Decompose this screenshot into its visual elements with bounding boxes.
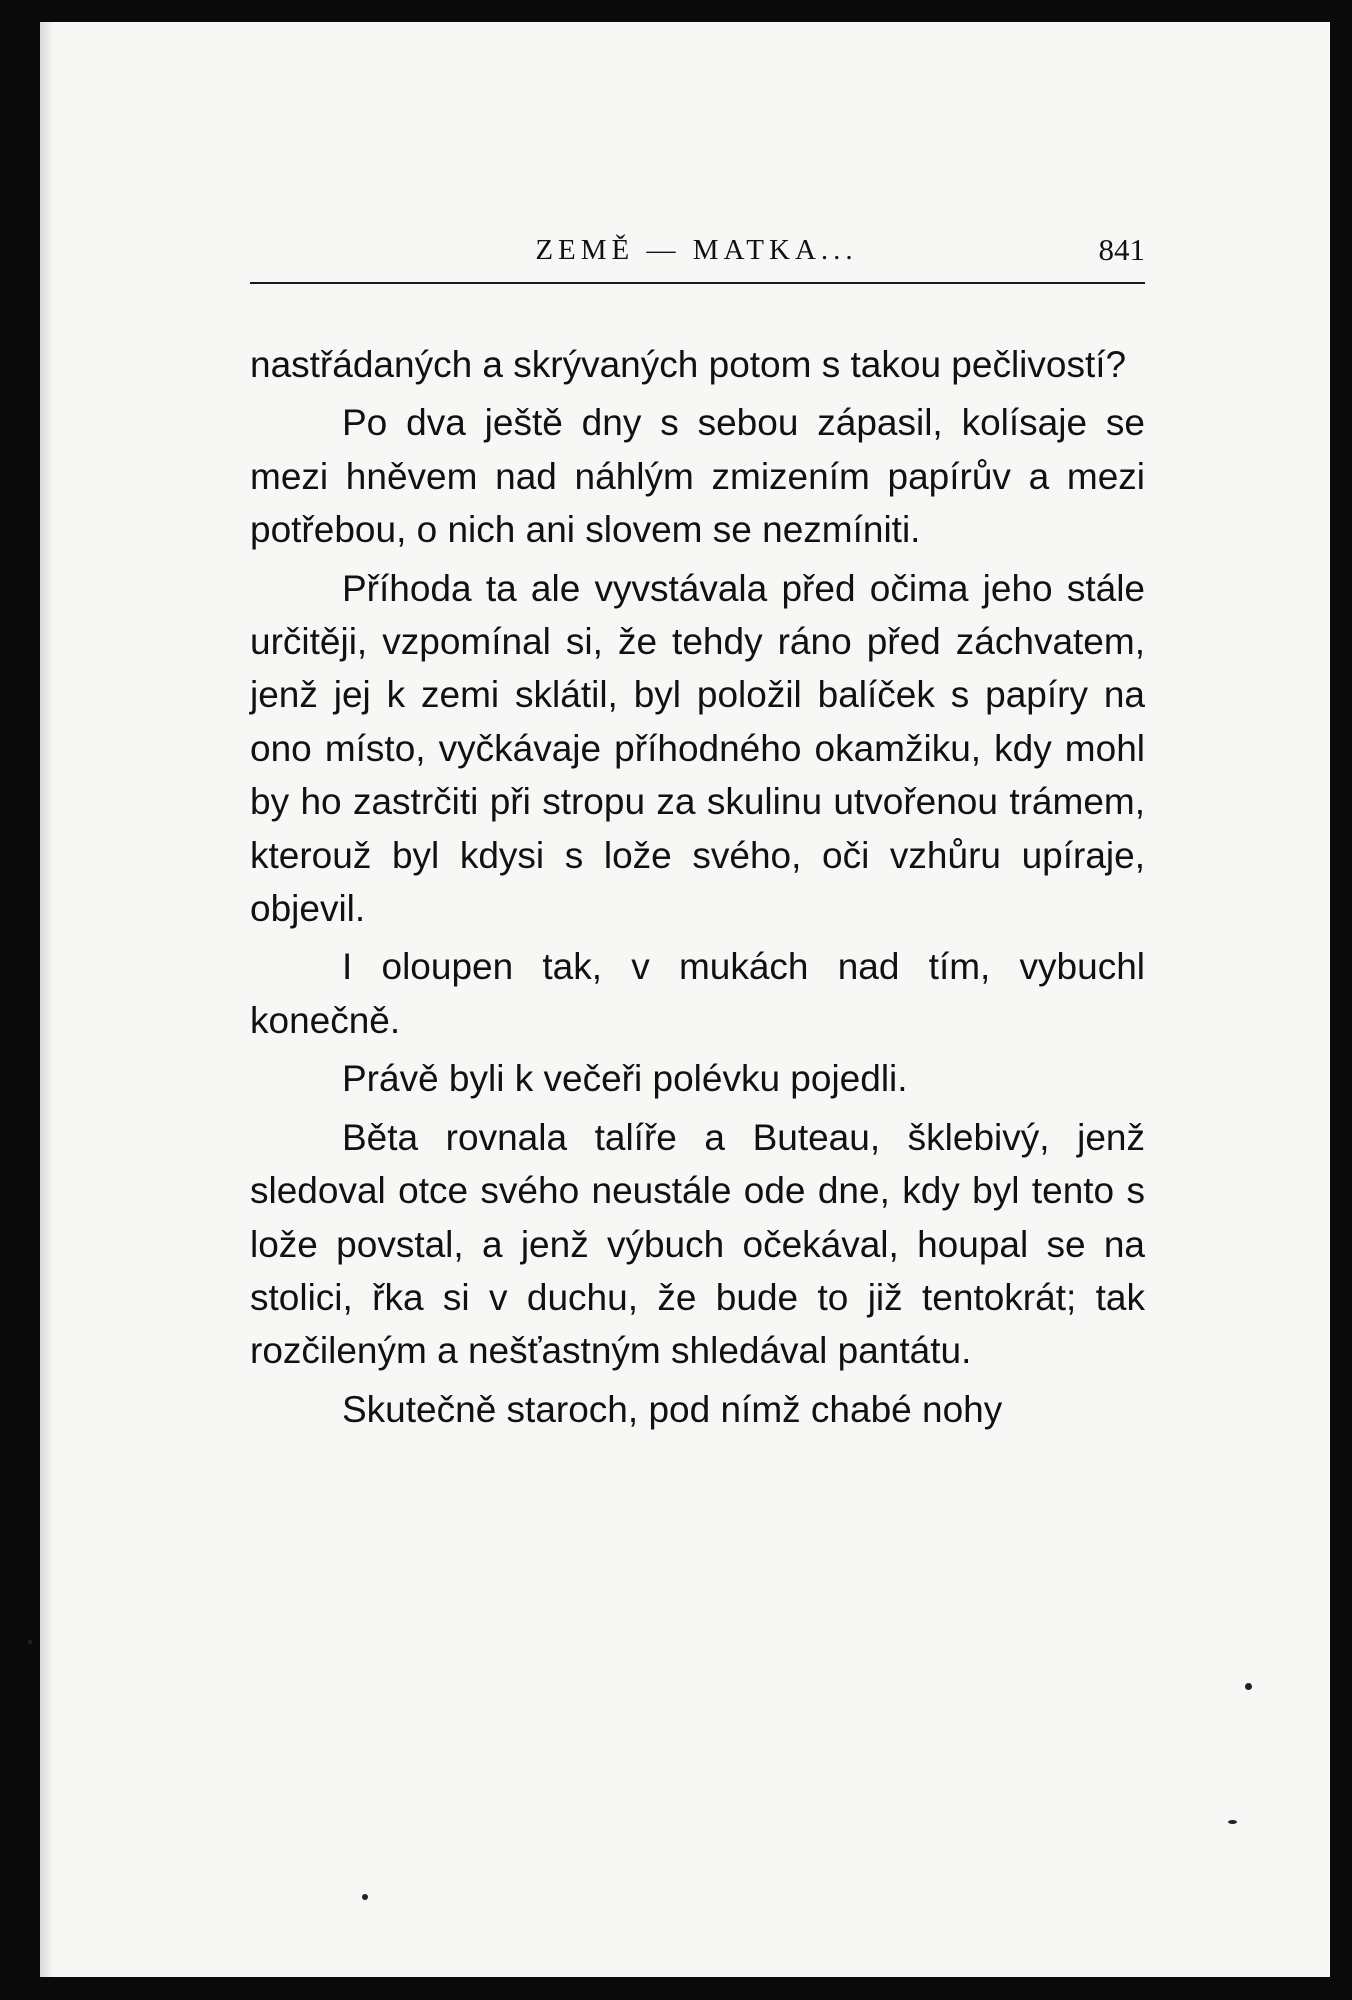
- paper-speck: [362, 1894, 368, 1900]
- body-text: [250, 338, 1145, 1441]
- running-head: [248, 218, 1145, 268]
- paragraph-7: Skutečně staroch, pod nímž chabé nohy: [342, 1388, 1003, 1430]
- paragraph-4: I oloupen tak, v mukách nad tím, vybuchl konečně.: [250, 946, 1145, 1041]
- paragraph-2: Po dva ještě dny s sebou zápasil, kolísaje se mezi hněvem nad náhlým zmizením papírův a mezi potřebou, o nich ani slovem se nezmíniti.: [250, 402, 1145, 551]
- paper-speck: [1228, 1820, 1237, 1824]
- paragraph-3: Příhoda ta ale vyvstávala před očima jeho stále určitěji, vzpomínal si, že tehdy ráno před záchvatem, jenž jej k zemi sklátil, byl položil balíček s papíry na ono místo, vyčkávaje příhodného okamžiku, kdy mohl by ho zastrčiti při stropu za skulinu utvořenou trámem, kterouž byl kdysi s lože svého, oči vzhůru upíraje, objevil.: [250, 567, 1145, 930]
- paragraph-1: nastřádaných a skrývaných potom s takou pečlivostí?: [250, 344, 1127, 385]
- paper-speck: [1245, 1683, 1252, 1690]
- page-number: 841: [1098, 232, 1145, 267]
- running-head-title: ZEMĚ — MATKA...: [535, 234, 858, 266]
- paper-speck: [28, 1640, 32, 1644]
- paragraph-6: Běta rovnala talíře a Buteau, šklebivý, jenž sledoval otce svého neustále ode dne, kdy byl tento s lože povstal, a jenž výbuch očekával, houpal se na stolici, řka si v duchu, že bude to již tentokrát; tak rozčileným a nešťastným shledával pantátu.: [250, 1116, 1145, 1372]
- page-spine-shadow: [40, 22, 54, 1977]
- header-rule: [250, 282, 1145, 284]
- paragraph-5: Právě byli k večeři polévku pojedli.: [342, 1058, 908, 1100]
